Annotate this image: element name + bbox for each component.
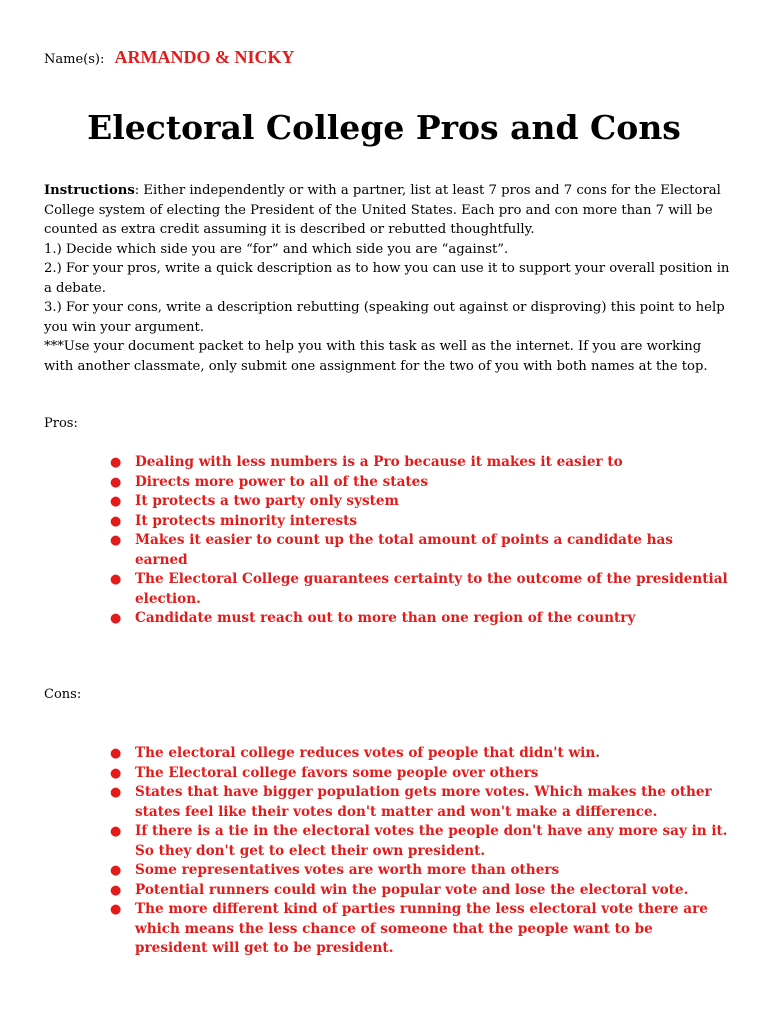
con-text: The Electoral college favors some people over others [135, 764, 539, 781]
pro-text: It protects minority interests [135, 512, 358, 529]
pros-heading: Pros: [44, 416, 78, 431]
pros-list [108, 453, 728, 629]
instructions-label: Instructions [44, 183, 135, 198]
bullet-icon: ● [110, 474, 122, 490]
instructions-step-3: 3.) For your cons, write a description rebutting (speaking out against or disproving) this point to help you win your argument. [44, 300, 725, 335]
list-item [108, 609, 728, 629]
list-item [108, 453, 728, 473]
list-item [108, 881, 728, 901]
list-item [108, 531, 728, 570]
bullet-icon: ● [110, 902, 122, 917]
pro-text: Candidate must reach out to more than one region of the country [135, 610, 636, 626]
instructions-step-1: 1.) Decide which side you are “for” and which side you are “against”. [44, 241, 509, 257]
list-item [108, 764, 728, 784]
bullet-icon: ● [110, 611, 122, 626]
list-item [108, 492, 728, 512]
instructions-note: ***Use your document packet to help you with this task as well as the internet. If you are working with another classmate, only submit one assignment for the two of you with both names at the top. [44, 339, 708, 374]
bullet-icon: ● [110, 824, 122, 839]
con-text: States that have bigger population gets more votes. Which makes the other states feel like their votes don't matter and won't make a difference. [135, 784, 712, 820]
list-item [108, 783, 728, 822]
bullet-icon: ● [110, 455, 122, 470]
pro-text: It protects a two party only system [135, 493, 399, 509]
instructions-block [44, 181, 734, 376]
instructions-step-2: 2.) For your pros, write a quick description as to how you can use it to support your overall position in a debate. [44, 261, 730, 296]
bullet-icon: ● [110, 765, 122, 781]
list-item [108, 822, 728, 861]
instructions-intro [44, 181, 734, 240]
con-text: If there is a tie in the electoral votes the people don't have any more say in it. So they don't get to elect their own president. [135, 823, 728, 859]
con-text: The electoral college reduces votes of people that didn't win. [135, 745, 600, 761]
list-item [108, 512, 728, 532]
list-item [108, 570, 728, 609]
bullet-icon: ● [110, 513, 122, 529]
list-item [108, 744, 728, 764]
con-text: Some representatives votes are worth more than others [135, 862, 560, 878]
pro-text: The Electoral College guarantees certainty to the outcome of the presidential election. [135, 571, 728, 607]
names-row [44, 47, 294, 68]
bullet-icon: ● [110, 533, 122, 548]
list-item [108, 473, 728, 493]
pro-text: Makes it easier to count up the total amount of points a candidate has earned [135, 532, 673, 568]
bullet-icon: ● [110, 746, 122, 761]
cons-list [108, 744, 728, 959]
pro-text: Directs more power to all of the states [135, 473, 428, 490]
names-label: Name(s): [44, 52, 105, 67]
list-item [108, 900, 728, 959]
bullet-icon: ● [110, 882, 122, 898]
con-text: The more different kind of parties running the less electoral vote there are which means the less chance of someone that the people want to be president will get to be president. [135, 901, 708, 956]
page-title: Electoral College Pros and Cons [87, 108, 681, 147]
bullet-icon: ● [110, 572, 122, 587]
list-item [108, 861, 728, 881]
pro-text: Dealing with less numbers is a Pro because it makes it easier to [135, 454, 623, 470]
bullet-icon: ● [110, 494, 122, 509]
student-names: ARMANDO & NICKY [114, 47, 295, 67]
bullet-icon: ● [110, 785, 122, 800]
instructions-intro-text: : Either independently or with a partner, list at least 7 pros and 7 cons for the Electoral College system of electing the President of the United States. Each pro and con more than 7 will be counted as extra credit assuming it is described or rebutted thoughtfully. [44, 183, 721, 237]
con-text: Potential runners could win the popular vote and lose the electoral vote. [135, 881, 689, 898]
bullet-icon: ● [110, 863, 122, 878]
cons-heading: Cons: [44, 687, 82, 702]
